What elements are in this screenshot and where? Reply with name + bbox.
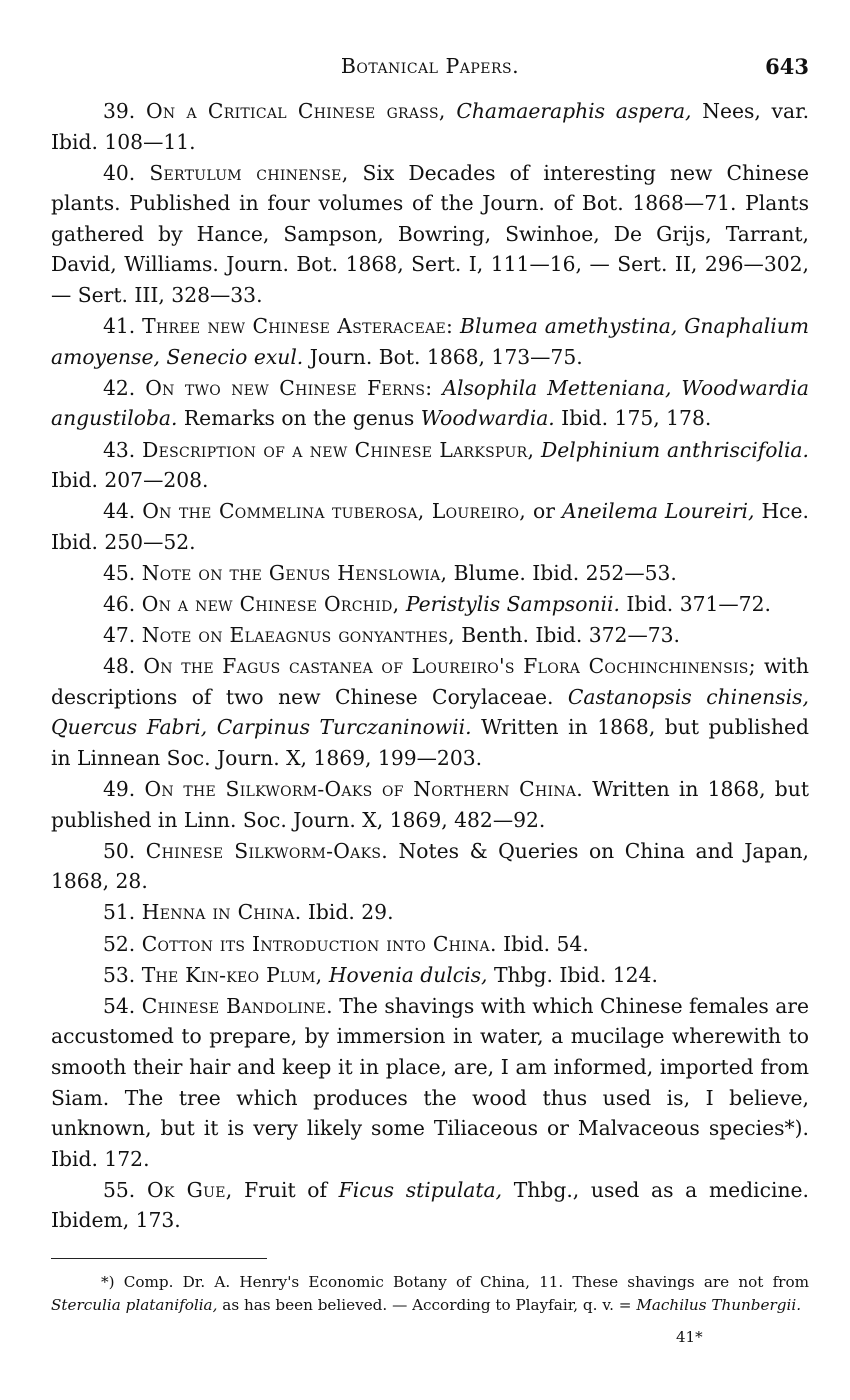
entry-title: On two new Chinese Ferns: <box>145 375 433 400</box>
species-name: Delphinium anthriscifolia. <box>541 437 809 462</box>
species-name: Alsophila Metteniana, Woodwardia angustiloba. <box>51 375 809 431</box>
text-run: Thbg. Ibid. 124. <box>487 962 658 987</box>
text-run: 45. <box>103 560 142 585</box>
text-run <box>446 99 457 123</box>
text-run: 40. <box>103 160 150 185</box>
species-name: Woodwardia. <box>420 406 555 431</box>
entry-title: Three new Chinese Asteraceae: <box>142 314 454 339</box>
text-run: Ibid. 29. <box>301 900 394 925</box>
text-run <box>432 376 442 400</box>
text-run: 54. <box>103 993 142 1018</box>
bibliography-entry <box>51 929 809 960</box>
signature-mark: 41* <box>676 1328 703 1346</box>
species-name: Blumea amethystina, Gnaphalium amoyense, Senecio exul. <box>51 314 809 369</box>
entry-title: Chinese Bandoline. <box>141 993 333 1018</box>
entry-title: On the Fagus castanea of Loureiro's Flora Cochinchinensis; <box>143 654 756 679</box>
text-run: 55. <box>103 1177 147 1202</box>
species-name: Castanopsis chinensis, Quercus Fabri, Carpinus Turczaninowii. <box>51 684 809 740</box>
text-run: Hce. Ibid. 250—52. <box>51 499 809 554</box>
text-run: 52. <box>103 931 142 956</box>
entry-title: On the Silkworm-Oaks of Northern China. <box>144 777 584 802</box>
text-run: Six Decades of interesting new Chinese plants. Published in four volumes of the Journ. of Bot. 1868—71. Plants gathered by Hance, Sampson, Bowring, Swinhoe, De Grijs, Tarrant, David, Williams. Journ. Bot. 1868, Sert. I, 111—16, — Sert. II, 296—302, — Sert. III, 328—33. <box>51 160 809 308</box>
page <box>51 48 809 1317</box>
bibliography-entry <box>51 589 809 620</box>
text-run: 47. <box>103 623 142 648</box>
text-run: Blume. Ibid. 252—53. <box>447 560 677 585</box>
text-run: Nees, var. Ibid. 108—11. <box>51 99 810 154</box>
bibliography-entry <box>51 620 809 651</box>
species-name: Aneilema Loureiri, <box>561 499 755 524</box>
text-run: Journ. Bot. 1868, 173—75. <box>303 344 583 369</box>
entry-title: Sertulum chinense, <box>149 160 349 185</box>
species-name: Chamaeraphis aspera, <box>456 99 692 123</box>
text-run: 53. <box>103 962 142 987</box>
bibliography-list <box>51 96 809 1236</box>
page-number: 643 <box>765 54 809 79</box>
text-run: Thbg., used as a medicine. Ibidem, 173. <box>51 1177 809 1233</box>
text-run: 51. <box>103 900 142 925</box>
text-run: Benth. Ibid. 372—73. <box>454 623 680 648</box>
text-run: Notes & Queries on China and Japan, 1868, 28. <box>51 838 809 894</box>
entry-title: On the Commelina tuberosa, Loureiro, <box>142 499 527 524</box>
bibliography-entry <box>51 558 809 589</box>
bibliography-entry <box>51 311 809 372</box>
bibliography-entry <box>51 435 809 496</box>
entry-title: Chinese Silkworm-Oaks. <box>145 838 388 863</box>
text-run: or <box>526 499 562 524</box>
text-run: Written in 1868, but published in Linnean Soc. Journ. X, 1869, 199—203. <box>51 715 809 770</box>
entry-title: On a new Chinese Orchid, <box>141 592 400 616</box>
text-run: *) Comp. Dr. A. Henry's Economic Botany of China, 11. These shavings are not from <box>101 1272 809 1291</box>
species-name: Ficus stipulata, <box>338 1177 503 1202</box>
text-run: Ibid. 54. <box>496 931 589 956</box>
bibliography-entry <box>51 158 809 311</box>
text-run: Remarks on the genus <box>177 406 421 431</box>
entry-title: Description of a new Chinese Larkspur, <box>142 437 535 462</box>
bibliography-entry <box>51 373 809 434</box>
bibliography-entry <box>51 897 809 928</box>
text-run: 42. <box>103 375 146 400</box>
bibliography-entry <box>51 836 809 897</box>
page-header <box>51 48 809 88</box>
entry-title: On a Critical Chinese grass, <box>145 99 446 123</box>
entry-title: Note on the Genus Henslowia, <box>141 560 448 585</box>
text-run <box>453 314 460 338</box>
text-run: Ibid. 207—208. <box>51 468 209 493</box>
footnote-rule <box>51 1258 267 1259</box>
entry-title: The Kin-keo Plum, <box>141 962 323 987</box>
text-run: as has been believed. — According to Playfair, q. v. = <box>217 1295 637 1314</box>
species-name: Machilus Thunbergii. <box>636 1295 802 1314</box>
entry-title: Note on Elaeagnus gonyanthes, <box>141 623 455 648</box>
species-name: Hovenia dulcis, <box>328 962 488 987</box>
text-run: 44. <box>103 499 143 524</box>
text-run: The shavings with which Chinese females are accustomed to prepare, by immersion in water, a mucilage wherewith to smooth their hair and keep it in place, are, I am informed, imported from Siam. The tree which produces the wood thus used is, I believe, unknown, but it is very likely some Tiliaceous or Malvaceous species*). Ibid. 172. <box>51 993 810 1171</box>
running-title: Botanical Papers. <box>340 54 520 78</box>
text-run: Written in 1868, but published in Linn. Soc. Journ. X, 1869, 482—92. <box>51 777 809 832</box>
species-name: Sterculia platanifolia, <box>51 1295 218 1314</box>
bibliography-entry <box>51 96 809 157</box>
text-run: Fruit of <box>232 1177 339 1202</box>
bibliography-entry <box>51 651 809 773</box>
text-run: with descriptions of two new Chinese Corylaceae. <box>51 654 809 709</box>
footnote <box>51 1271 809 1317</box>
text-run: 46. <box>103 592 142 616</box>
entry-title: Henna in China. <box>141 900 302 925</box>
entry-title: Ok Gue, <box>146 1177 233 1202</box>
bibliography-entry <box>51 496 809 557</box>
text-run: 48. <box>103 654 144 679</box>
text-run: 43. <box>103 437 143 462</box>
bibliography-entry <box>51 991 809 1175</box>
bibliography-entry <box>51 1175 809 1236</box>
entry-title: Cotton its Introduction into China. <box>141 931 497 956</box>
text-run: Ibid. 371—72. <box>619 592 771 616</box>
text-run: 50. <box>103 838 146 863</box>
text-run: Ibid. 175, 178. <box>554 406 712 431</box>
text-run <box>534 438 541 462</box>
bibliography-entry <box>51 960 809 991</box>
bibliography-entry <box>51 774 809 835</box>
text-run: 41. <box>103 314 143 339</box>
text-run: 39. <box>103 99 146 123</box>
text-run: 49. <box>103 777 145 802</box>
species-name: Peristylis Sampsonii. <box>405 592 620 616</box>
